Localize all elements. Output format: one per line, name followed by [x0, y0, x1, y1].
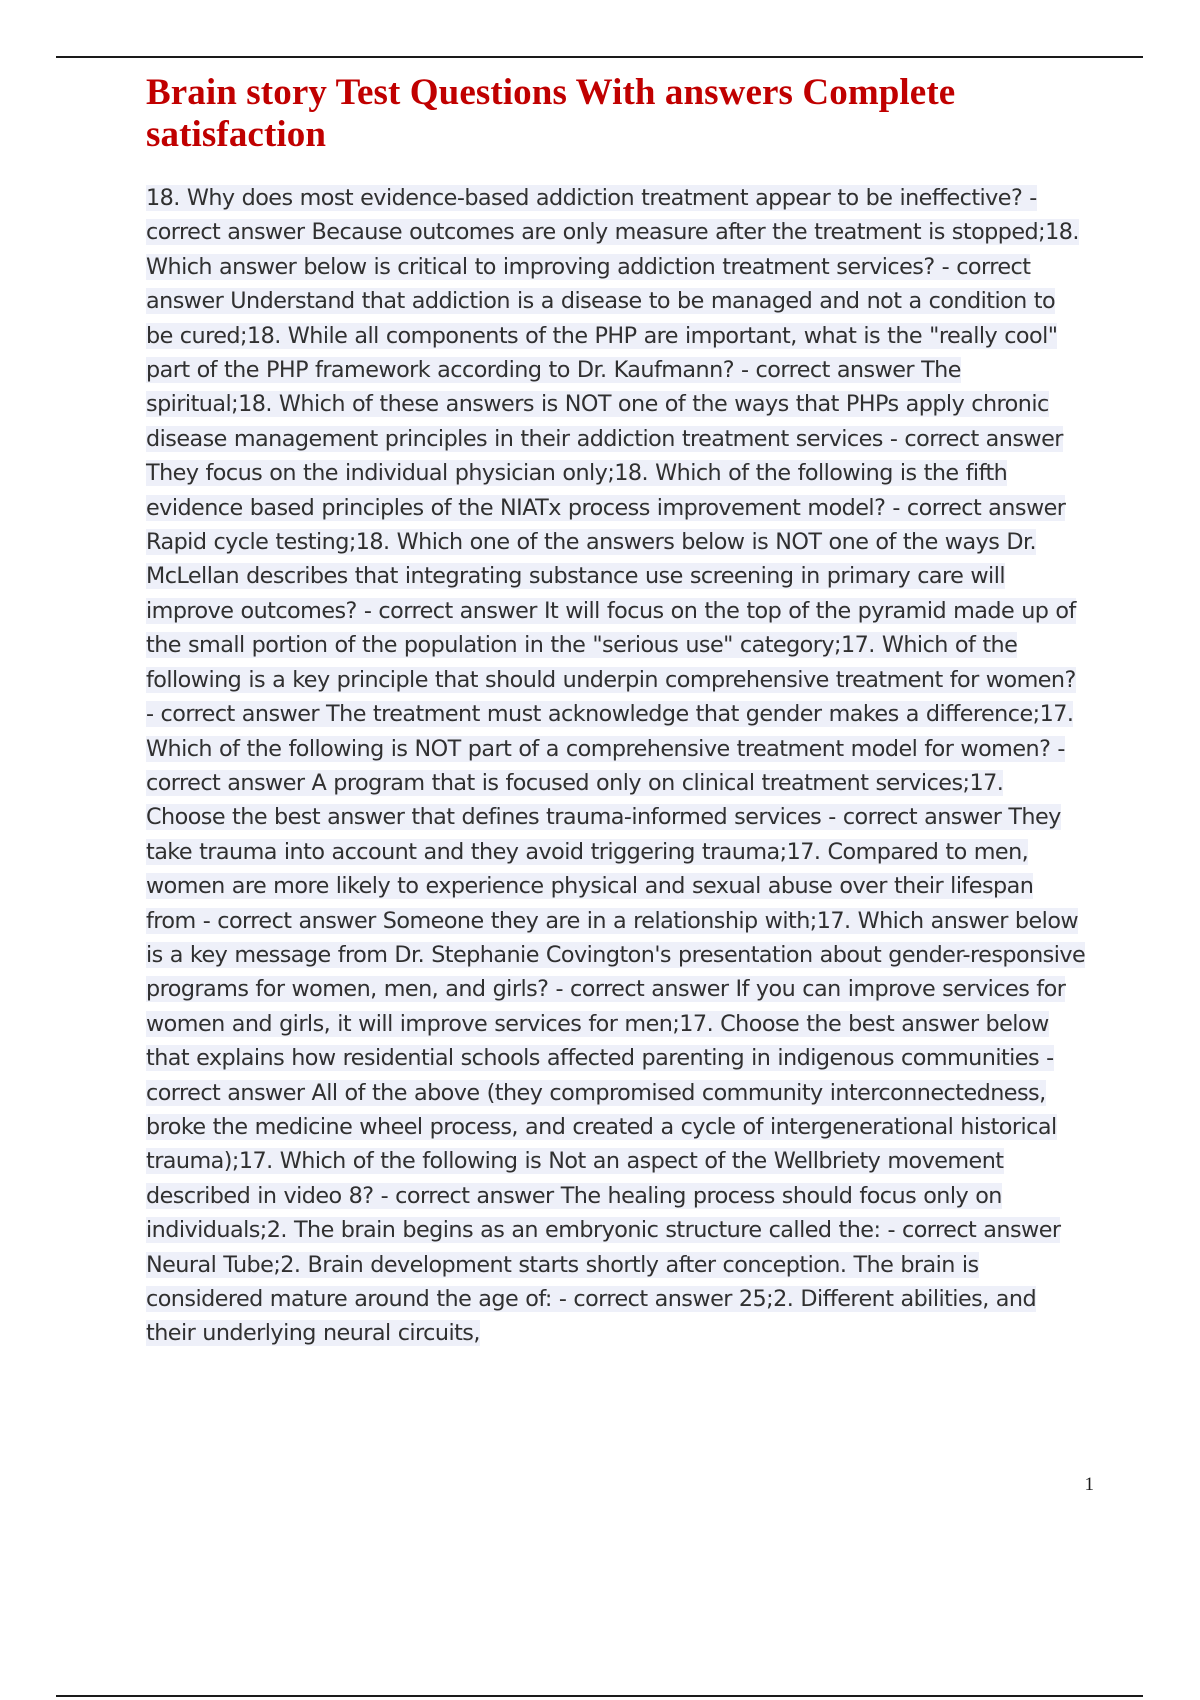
header-rule [56, 56, 1143, 58]
body-text-highlight: 18. Why does most evidence-based addiction treatment appear to be ineffective? - correct answer Because outcomes are only measure after the treatment is stopped;18. Which answer below is critical to improving addiction treatment services? - correct answer Understand that addiction is a disease to be managed and not a condition to be cured;18. While all components of the PHP are important, what is the "really cool" part of the PHP framework according to Dr. Kaufmann? - correct answer The spiritual;18. Which of these answers is NOT one of the ways that PHPs apply chronic disease management principles in their addiction treatment services - correct answer They focus on the individual physician only;18. Which of the following is the fifth evidence based principles of the NIATx process improvement model? - correct answer Rapid cycle testing;18. Which one of the answers below is NOT one of the ways Dr. McLellan describes that integrating substance use screening in primary care will improve outcomes? - correct answer It will focus on the top of the pyramid made up of the small portion of the population in the "serious use" category;17. Which of the following is a key principle that should underpin comprehensive treatment for women? - correct answer The treatment must acknowledge that gender makes a difference;17. Which of the following is NOT part of a comprehensive treatment model for women? - correct answer A program that is focused only on clinical treatment services;17. Choose the best answer that defines trauma-informed services - correct answer They take trauma into account and they avoid triggering trauma;17. Compared to men, women are more likely to experience physical and sexual abuse over their lifespan from - correct answer Someone they are in a relationship with;17. Which answer below is a key message from Dr. Stephanie Covington's presentation about gender-responsive programs for women, men, and girls? - correct answer If you can improve services for women and girls, it will improve services for men;17. Choose the best answer below that explains how residential schools affected parenting in indigenous communities - correct answer All of the above (they compromised community interconnectedness, broke the medicine wheel process, and created a cycle of intergenerational historical trauma);17. Which of the following is Not an aspect of the Wellbriety movement described in video 8? - correct answer The healing process should focus only on individuals;2. The brain begins as an embryonic structure called the: - correct answer Neural Tube;2. Brain development starts shortly after conception. The brain is considered mature around the age of: - correct answer 25;2. Different abilities, and their underlying neural circuits, [146, 185, 1086, 1347]
footer-rule [56, 1695, 1143, 1697]
page-content [146, 72, 1086, 1351]
document-body [146, 181, 1086, 1351]
page-number: 1 [1084, 1474, 1094, 1495]
document-title: Brain story Test Questions With answers Complete satisfaction [146, 72, 956, 155]
